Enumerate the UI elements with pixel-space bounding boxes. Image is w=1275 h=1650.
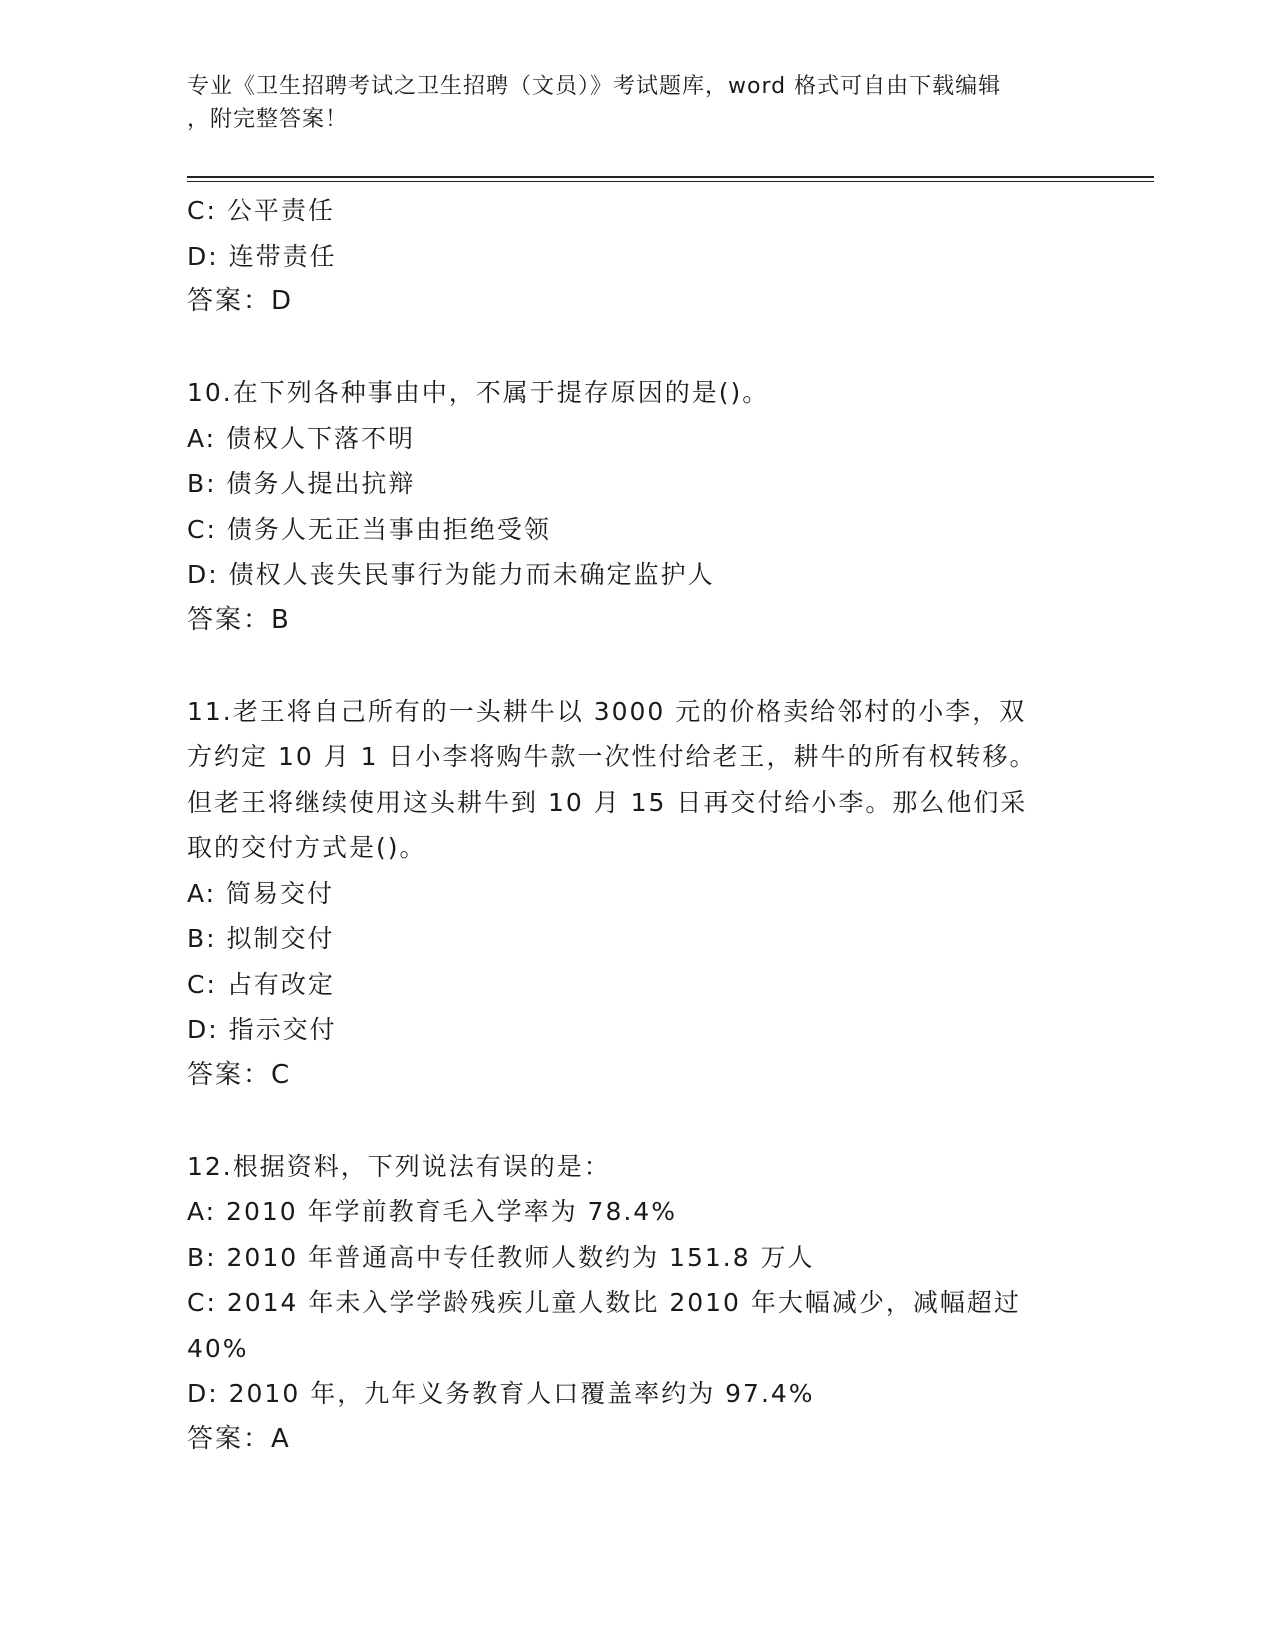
option-c: C: 2014 年未入学学龄残疾儿童人数比 2010 年大幅减少，减幅超过 <box>187 1288 1021 1317</box>
option-c: C: 公平责任 <box>187 196 335 225</box>
option-a: A: 简易交付 <box>187 878 335 908</box>
question-stem: 但老王将继续使用这头耕牛到 10 月 15 日再交付给小李。那么他们采 <box>187 787 1028 817</box>
question-stem: 10.在下列各种事由中，不属于提存原因的是()。 <box>187 378 770 407</box>
header-line-1: 专业《卫生招聘考试之卫生招聘（文员）》考试题库，word 格式可自由下载编辑 <box>187 74 1002 99</box>
option-d: D: 2010 年，九年义务教育人口覆盖率约为 97.4% <box>187 1379 815 1408</box>
option-b: B: 债务人提出抗辩 <box>187 469 416 498</box>
question-stem: 12.根据资料，下列说法有误的是： <box>187 1151 611 1181</box>
answer-line: 答案：D <box>187 286 294 316</box>
option-b: B: 拟制交付 <box>187 924 335 953</box>
header-divider-thin <box>187 181 1154 182</box>
option-d: D: 连带责任 <box>187 241 337 271</box>
question-stem: 取的交付方式是()。 <box>187 833 427 862</box>
spacer <box>187 325 1067 371</box>
answer-line: 答案：C <box>187 1059 292 1090</box>
option-c: C: 占有改定 <box>187 969 335 999</box>
option-c: C: 债务人无正当事由拒绝受领 <box>187 514 551 544</box>
option-d: D: 债权人丧失民事行为能力而未确定监护人 <box>187 560 715 589</box>
header-divider <box>187 176 1154 178</box>
question-stem: 方约定 10 月 1 日小李将购牛款一次性付给老王，耕牛的所有权转移。 <box>187 742 1037 771</box>
option-d: D: 指示交付 <box>187 1015 337 1044</box>
option-b: B: 2010 年普通高中专任教师人数约为 151.8 万人 <box>187 1242 815 1272</box>
spacer <box>187 1098 1067 1144</box>
option-a: A: 2010 年学前教育毛入学率为 78.4% <box>187 1197 677 1226</box>
option-a: A: 债权人下落不明 <box>187 423 416 453</box>
question-body <box>187 188 1067 1462</box>
document-header <box>187 70 1067 136</box>
question-stem: 11.老王将自己所有的一头耕牛以 3000 元的价格卖给邻村的小李，双 <box>187 696 1027 726</box>
answer-line: 答案：A <box>187 1423 291 1454</box>
option-c-continued: 40% <box>187 1333 249 1363</box>
header-line-2: ，附完整答案！ <box>187 107 349 132</box>
spacer <box>187 643 1067 689</box>
answer-line: 答案：B <box>187 604 291 635</box>
